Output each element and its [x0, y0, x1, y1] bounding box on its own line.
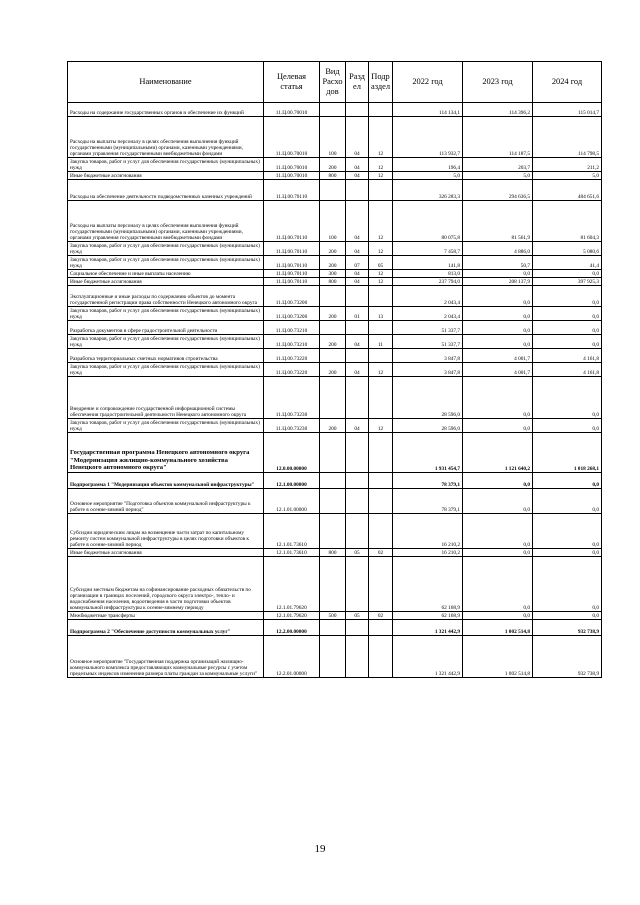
row-target-article: 11.Ц.00.70110	[264, 256, 320, 270]
row-name: Расходы на содержание государственных органов и обеспечение их функций	[68, 103, 264, 117]
row-expense-type	[320, 557, 346, 612]
row-target-article: 11.Ц.00.73200	[264, 307, 320, 321]
row-value-2023: 81 561,9	[463, 201, 533, 242]
row-section	[346, 557, 369, 612]
row-subsection	[369, 557, 393, 612]
row-subsection	[369, 349, 393, 363]
table-row	[68, 172, 602, 180]
row-value-2022: 2 043,4	[393, 307, 463, 321]
row-section	[346, 377, 369, 419]
row-value-2023: 4 886,0	[463, 242, 533, 256]
header-target-article: Целевая статья	[264, 62, 320, 103]
row-name: Основное мероприятие "Подготовка объектов коммунальной инфраструктуры к работе в осенне-зимний период"	[68, 489, 264, 514]
row-subsection: 12	[369, 172, 393, 180]
row-value-2024: 4 161,8	[533, 363, 602, 377]
row-name: Эксплуатационные и иные расходы по содержанию объектов до момента государственной регистрации права собственности Ненецкого автономного округа	[68, 286, 264, 307]
row-target-article: 11.Ц.00.73230	[264, 377, 320, 419]
row-section	[346, 103, 369, 117]
row-expense-type: 300	[320, 270, 346, 278]
table-row	[68, 419, 602, 433]
row-subsection: 12	[369, 117, 393, 158]
row-name: Разработка документов в сфере градостроительной деятельности	[68, 321, 264, 335]
table-row	[68, 335, 602, 349]
row-value-2022: 1 321 442,9	[393, 636, 463, 678]
row-value-2023: 4 001,7	[463, 363, 533, 377]
row-target-article: 12.1.01.73610	[264, 514, 320, 549]
row-name: Закупка товаров, работ и услуг для обеспечения государственных (муниципальных) нужд	[68, 307, 264, 321]
row-target-article: 11.Ц.00.73210	[264, 321, 320, 335]
row-value-2024: 397 925,3	[533, 278, 602, 286]
row-target-article: 11.Ц.00.70110	[264, 278, 320, 286]
row-value-2022: 28 596,0	[393, 419, 463, 433]
table-row	[68, 103, 602, 117]
row-expense-type	[320, 636, 346, 678]
row-section: 04	[346, 278, 369, 286]
row-expense-type	[320, 473, 346, 489]
table-row	[68, 377, 602, 419]
row-subsection: 12	[369, 419, 393, 433]
row-target-article: 12.0.00.00000	[264, 433, 320, 473]
row-section	[346, 180, 369, 201]
row-section: 04	[346, 172, 369, 180]
row-value-2024: 0,0	[533, 335, 602, 349]
row-section: 04	[346, 270, 369, 278]
row-value-2022: 28 596,0	[393, 377, 463, 419]
table-row	[68, 158, 602, 172]
row-value-2024: 0,0	[533, 270, 602, 278]
row-value-2024: 41,4	[533, 256, 602, 270]
row-value-2023: 50,7	[463, 256, 533, 270]
row-name: Закупка товаров, работ и услуг для обеспечения государственных (муниципальных) нужд	[68, 335, 264, 349]
row-value-2024: 5,0	[533, 172, 602, 180]
row-target-article: 11.Ц.00.73200	[264, 286, 320, 307]
row-value-2023: 0,0	[463, 514, 533, 549]
row-expense-type: 200	[320, 419, 346, 433]
row-name: Внедрение и сопровождение государственной информационной системы обеспечения градостроительной деятельности Ненецкого автономного округа	[68, 377, 264, 419]
table-row	[68, 363, 602, 377]
row-target-article: 11.Ц.00.70010	[264, 172, 320, 180]
row-target-article: 11.Ц.00.73230	[264, 419, 320, 433]
page-number: 19	[314, 843, 326, 855]
row-target-article: 11.Ц.00.70010	[264, 117, 320, 158]
table-row	[68, 270, 602, 278]
row-target-article: 11.Ц.00.70010	[264, 103, 320, 117]
row-subsection	[369, 103, 393, 117]
row-value-2022: 1 321 442,9	[393, 620, 463, 636]
row-target-article: 12.2.00.00000	[264, 620, 320, 636]
row-name: Закупка товаров, работ и услуг для обеспечения государственных (муниципальных) нужд	[68, 419, 264, 433]
row-value-2023: 0,0	[463, 286, 533, 307]
row-value-2022: 3 847,8	[393, 363, 463, 377]
row-expense-type	[320, 103, 346, 117]
table-row	[68, 549, 602, 557]
row-subsection: 02	[369, 612, 393, 620]
row-section	[346, 473, 369, 489]
row-target-article: 12.1.01.00000	[264, 489, 320, 514]
row-value-2022: 113 932,7	[393, 117, 463, 158]
row-subsection: 05	[369, 256, 393, 270]
row-value-2023: 1 002 514,8	[463, 636, 533, 678]
row-expense-type: 100	[320, 117, 346, 158]
row-name: Подпрограмма 1 "Модернизация объектов коммунальной инфраструктуры"	[68, 473, 264, 489]
row-section: 04	[346, 335, 369, 349]
row-expense-type: 800	[320, 172, 346, 180]
table-row	[68, 473, 602, 489]
row-value-2022: 141,8	[393, 256, 463, 270]
header-expense-type: Вид Расхо дов	[320, 62, 346, 103]
row-name: Подпрограмма 2 "Обеспечение доступности коммунальных услуг"	[68, 620, 264, 636]
row-expense-type: 800	[320, 549, 346, 557]
row-target-article: 12.1.00.00000	[264, 473, 320, 489]
row-value-2023: 114 396,2	[463, 103, 533, 117]
row-name: Субсидии юридическим лицам на возмещение части затрат по капитальному ремонту систем коммунальной инфраструктуры в целях подготовки объектов к работе в осенне-зимний период	[68, 514, 264, 549]
row-value-2022: 2 043,4	[393, 286, 463, 307]
row-subsection	[369, 514, 393, 549]
table-row	[68, 612, 602, 620]
row-value-2022: 16 210,2	[393, 514, 463, 549]
header-year-2022: 2022 год	[393, 62, 463, 103]
row-value-2023: 0,0	[463, 377, 533, 419]
row-expense-type	[320, 349, 346, 363]
row-expense-type	[320, 620, 346, 636]
row-value-2022: 326 283,3	[393, 180, 463, 201]
row-section	[346, 514, 369, 549]
row-value-2024: 0,0	[533, 557, 602, 612]
row-section	[346, 349, 369, 363]
row-expense-type: 500	[320, 612, 346, 620]
row-name: Расходы на выплаты персоналу в целях обеспечения выполнения функций государственными (муниципальными) органами, казенными учреждениями, органами управления государственными внебюджетными фондами	[68, 201, 264, 242]
row-name: Иные бюджетные ассигнования	[68, 278, 264, 286]
row-value-2024: 0,0	[533, 549, 602, 557]
row-section	[346, 620, 369, 636]
header-section: Разд ел	[346, 62, 369, 103]
row-value-2024: 5 080,6	[533, 242, 602, 256]
row-subsection: 13	[369, 307, 393, 321]
row-value-2024: 4 161,8	[533, 349, 602, 363]
row-value-2023: 4 001,7	[463, 349, 533, 363]
row-target-article: 12.1.01.79620	[264, 557, 320, 612]
row-value-2023: 294 636,5	[463, 180, 533, 201]
row-value-2023: 0,0	[463, 419, 533, 433]
row-value-2024: 0,0	[533, 307, 602, 321]
row-value-2022: 1 931 454,7	[393, 433, 463, 473]
row-value-2022: 78 379,1	[393, 473, 463, 489]
row-section	[346, 489, 369, 514]
row-expense-type: 200	[320, 158, 346, 172]
row-section	[346, 636, 369, 678]
row-value-2023: 0,0	[463, 270, 533, 278]
row-name: Разработка территориальных сметных нормативов строительства	[68, 349, 264, 363]
row-name: Государственная программа Ненецкого автономного округа "Модернизация жилищно-коммунального хозяйства Ненецкого автономного округа"	[68, 433, 264, 473]
row-section	[346, 321, 369, 335]
row-expense-type	[320, 180, 346, 201]
table-row	[68, 201, 602, 242]
table-row	[68, 489, 602, 514]
row-value-2023: 1 002 514,8	[463, 620, 533, 636]
table-row	[68, 636, 602, 678]
table-row	[68, 180, 602, 201]
row-target-article: 11.Ц.00.70110	[264, 270, 320, 278]
table-row	[68, 349, 602, 363]
table-row	[68, 307, 602, 321]
row-value-2024: 932 738,9	[533, 620, 602, 636]
row-name: Расходы на обеспечение деятельности подведомственных казенных учреждений	[68, 180, 264, 201]
row-value-2023: 208 137,9	[463, 278, 533, 286]
header-year-2023: 2023 год	[463, 62, 533, 103]
row-value-2024: 0,0	[533, 286, 602, 307]
row-subsection	[369, 473, 393, 489]
row-section: 04	[346, 117, 369, 158]
row-value-2022: 51 337,7	[393, 335, 463, 349]
row-section: 04	[346, 419, 369, 433]
row-section	[346, 286, 369, 307]
row-name: Закупка товаров, работ и услуг для обеспечения государственных (муниципальных) нужд	[68, 242, 264, 256]
row-name: Закупка товаров, работ и услуг для обеспечения государственных (муниципальных) нужд	[68, 363, 264, 377]
row-target-article: 12.1.01.73610	[264, 549, 320, 557]
header-year-2024: 2024 год	[533, 62, 602, 103]
row-subsection	[369, 377, 393, 419]
row-expense-type: 200	[320, 307, 346, 321]
row-expense-type: 200	[320, 335, 346, 349]
row-target-article: 11.Ц.00.73220	[264, 363, 320, 377]
row-section	[346, 433, 369, 473]
row-value-2022: 237 794,0	[393, 278, 463, 286]
row-value-2022: 16 210,2	[393, 549, 463, 557]
table-row	[68, 557, 602, 612]
row-value-2024: 484 651,6	[533, 180, 602, 201]
row-value-2024: 0,0	[533, 612, 602, 620]
row-value-2024: 0,0	[533, 489, 602, 514]
row-section: 04	[346, 242, 369, 256]
row-value-2023: 1 121 640,2	[463, 433, 533, 473]
row-value-2024: 0,0	[533, 377, 602, 419]
table-row	[68, 620, 602, 636]
row-value-2022: 3 847,8	[393, 349, 463, 363]
row-value-2023: 0,0	[463, 473, 533, 489]
table-row	[68, 433, 602, 473]
row-subsection	[369, 286, 393, 307]
row-subsection: 12	[369, 201, 393, 242]
row-name: Закупка товаров, работ и услуг для обеспечения государственных (муниципальных) нужд	[68, 158, 264, 172]
table-row	[68, 117, 602, 158]
table-body	[68, 103, 602, 678]
row-subsection: 12	[369, 278, 393, 286]
table-row	[68, 286, 602, 307]
row-section: 04	[346, 363, 369, 377]
row-subsection: 12	[369, 158, 393, 172]
budget-table	[67, 61, 602, 678]
row-value-2024: 1 018 268,1	[533, 433, 602, 473]
row-value-2023: 0,0	[463, 557, 533, 612]
row-target-article: 11.Ц.00.73210	[264, 335, 320, 349]
row-name: Субсидии местным бюджетам на софинансирование расходных обязательств по организации в границах поселений, городского округа электро-, тепло- и водоснабжения населения, водоотведения в части подготовки объектов коммунальной инфраструктуры к осенне-зимнему периоду	[68, 557, 264, 612]
row-section: 04	[346, 201, 369, 242]
row-value-2023: 114 187,5	[463, 117, 533, 158]
header-subsection: Подр аздел	[369, 62, 393, 103]
row-value-2023: 0,0	[463, 612, 533, 620]
row-value-2022: 78 379,1	[393, 489, 463, 514]
row-value-2023: 203,7	[463, 158, 533, 172]
row-subsection	[369, 433, 393, 473]
row-subsection: 12	[369, 270, 393, 278]
row-value-2022: 114 134,1	[393, 103, 463, 117]
row-subsection	[369, 321, 393, 335]
row-name: Расходы на выплаты персоналу в целях обеспечения выполнения функций государственными (муниципальными) органами, казенными учреждениями, органами управления государственными внебюджетными фондами	[68, 117, 264, 158]
row-value-2022: 7 458,7	[393, 242, 463, 256]
row-section: 07	[346, 256, 369, 270]
row-value-2022: 813,0	[393, 270, 463, 278]
table-row	[68, 514, 602, 549]
header-name: Наименование	[68, 62, 264, 103]
row-subsection	[369, 620, 393, 636]
row-target-article: 11.Ц.00.73220	[264, 349, 320, 363]
row-value-2023: 0,0	[463, 549, 533, 557]
row-subsection: 12	[369, 242, 393, 256]
row-value-2022: 80 075,8	[393, 201, 463, 242]
row-value-2022: 62 168,9	[393, 612, 463, 620]
row-expense-type: 200	[320, 242, 346, 256]
row-section: 01	[346, 307, 369, 321]
row-value-2024: 0,0	[533, 473, 602, 489]
row-expense-type	[320, 377, 346, 419]
row-expense-type: 200	[320, 256, 346, 270]
row-target-article: 11.Ц.00.70110	[264, 242, 320, 256]
table-header-row	[68, 62, 602, 103]
row-expense-type	[320, 433, 346, 473]
row-value-2023: 0,0	[463, 335, 533, 349]
row-name: Социальное обеспечение и иные выплаты населению	[68, 270, 264, 278]
row-value-2024: 114 798,5	[533, 117, 602, 158]
row-target-article: 11.Ц.00.70110	[264, 201, 320, 242]
row-section: 05	[346, 549, 369, 557]
table-row	[68, 242, 602, 256]
row-name: Межбюджетные трансферты	[68, 612, 264, 620]
row-subsection	[369, 636, 393, 678]
row-value-2024: 0,0	[533, 514, 602, 549]
table-row	[68, 321, 602, 335]
row-value-2023: 0,0	[463, 489, 533, 514]
row-expense-type	[320, 489, 346, 514]
row-expense-type: 100	[320, 201, 346, 242]
row-target-article: 12.2.01.00000	[264, 636, 320, 678]
row-expense-type	[320, 286, 346, 307]
row-subsection: 12	[369, 363, 393, 377]
row-subsection	[369, 489, 393, 514]
row-value-2022: 196,4	[393, 158, 463, 172]
row-value-2023: 0,0	[463, 321, 533, 335]
row-value-2022: 62 168,9	[393, 557, 463, 612]
row-subsection: 02	[369, 549, 393, 557]
row-value-2022: 5,0	[393, 172, 463, 180]
row-value-2024: 0,0	[533, 321, 602, 335]
row-value-2023: 0,0	[463, 307, 533, 321]
row-expense-type	[320, 321, 346, 335]
row-value-2024: 211,2	[533, 158, 602, 172]
row-expense-type: 200	[320, 363, 346, 377]
table-row	[68, 256, 602, 270]
row-expense-type	[320, 514, 346, 549]
row-value-2024: 81 604,3	[533, 201, 602, 242]
row-value-2022: 51 337,7	[393, 321, 463, 335]
row-value-2023: 5,0	[463, 172, 533, 180]
row-subsection: 11	[369, 335, 393, 349]
row-name: Закупка товаров, работ и услуг для обеспечения государственных (муниципальных) нужд	[68, 256, 264, 270]
row-section: 04	[346, 158, 369, 172]
row-subsection	[369, 180, 393, 201]
row-target-article: 12.1.01.79620	[264, 612, 320, 620]
row-target-article: 11.Ц.00.70010	[264, 158, 320, 172]
row-name: Иные бюджетные ассигнования	[68, 172, 264, 180]
budget-table-container	[67, 61, 601, 678]
row-name: Основное мероприятие "Государственная поддержка организаций жилищно-коммунального комплекса предоставляющих коммунальные ресурсы с учетом предельных индексов изменения размера платы граждан за коммунальные услуги"	[68, 636, 264, 678]
row-target-article: 11.Ц.00.70110	[264, 180, 320, 201]
table-row	[68, 278, 602, 286]
row-value-2024: 932 738,9	[533, 636, 602, 678]
row-value-2024: 0,0	[533, 419, 602, 433]
row-expense-type: 800	[320, 278, 346, 286]
row-section: 05	[346, 612, 369, 620]
row-value-2024: 115 014,7	[533, 103, 602, 117]
row-name: Иные бюджетные ассигнования	[68, 549, 264, 557]
